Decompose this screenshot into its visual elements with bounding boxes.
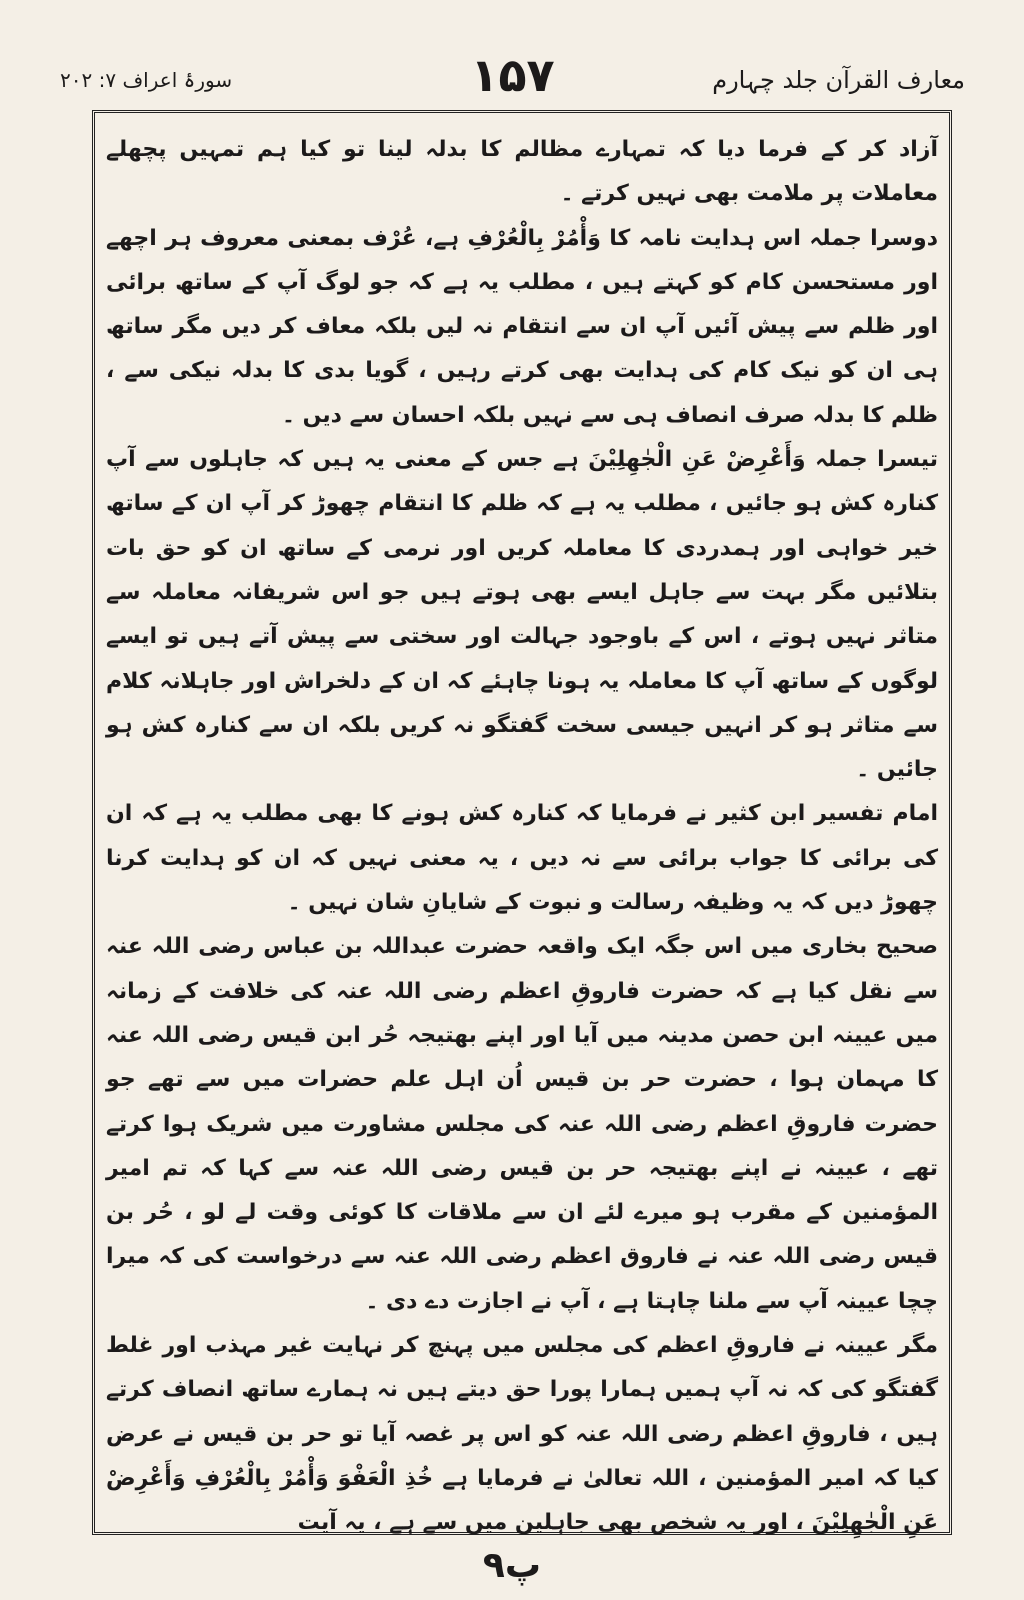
page-number: ۱۵۷ bbox=[470, 48, 555, 102]
paragraph-1: آزاد کر کے فرما دیا کہ تمہارے مظالم کا بدلہ لینا تو کیا ہم تمہیں پچھلے معاملات پر ملامت بھی نہیں کرتے ۔ bbox=[106, 137, 938, 207]
surah-reference: سورۂ اعراف ۷: ۲۰۲ bbox=[60, 68, 233, 92]
paragraph-2: دوسرا جملہ اس ہدایت نامہ کا وَأْمُرْ بِالْعُرْفِ ہے، عُرْف بمعنی معروف ہر اچھے اور مستحسن کام کو کہتے ہیں ، مطلب یہ ہے کہ جو لوگ آپ کے ساتھ برائی اور ظلم سے پیش آئیں آپ ان سے انتقام نہ لیں بلکہ معاف کر دیں مگر ساتھ ہی ان کو نیک کام کی ہدایت بھی کرتے رہیں ، گویا بدی کا بدلہ نیکی سے ، ظلم کا بدلہ صرف انصاف ہی سے نہیں بلکہ احسان سے دیں ۔ bbox=[106, 225, 938, 428]
paragraph-4: امام تفسیر ابن کثیر نے فرمایا کہ کنارہ کش ہونے کا بھی مطلب یہ ہے کہ ان کی برائی کا جواب برائی سے نہ دیں ، یہ معنی نہیں کہ ان کو ہدایت کرنا چھوڑ دیں کہ یہ وظیفہ رسالت و نبوت کے شایانِ شان نہیں ۔ bbox=[106, 801, 938, 916]
paragraph-6: مگر عیینہ نے فاروقِ اعظم کی مجلس میں پہنچ کر نہایت غیر مہذب اور غلط گفتگو کی کہ نہ آپ ہمیں ہمارا پورا حق دیتے ہیں نہ ہمارے ساتھ انصاف کرتے ہیں ، فاروقِ اعظم رضی اللہ عنہ کو اس پر غصہ آیا تو حر بن قیس نے عرض کیا کہ امیر المؤمنین ، اللہ تعالیٰ نے فرمایا ہے خُذِ الْعَفْوَ وَأْمُرْ بِالْعُرْفِ وَأَعْرِضْ عَنِ الْجٰهِلِيْنَ ، اور یہ شخص بھی جاہلین میں سے ہے ، یہ آیت bbox=[106, 1333, 938, 1536]
book-title: معارف القرآن جلد چہارم bbox=[712, 66, 965, 94]
main-text bbox=[106, 128, 938, 1546]
paragraph-5: صحیح بخاری میں اس جگہ ایک واقعہ حضرت عبداللہ بن عباس رضی اللہ عنہ سے نقل کیا ہے کہ حضرت فاروقِ اعظم رضی اللہ عنہ کی خلافت کے زمانہ میں عیینہ ابن حصن مدینہ میں آیا اور اپنے بھتیجہ حُر ابن قیس رضی اللہ عنہ کا مہمان ہوا ، حضرت حر بن قیس اُن اہل علم حضرات میں سے تھے جو حضرت فاروقِ اعظم رضی اللہ عنہ کی مجلس مشاورت میں شریک ہوا کرتے تھے ، عیینہ نے اپنے بھتیجہ حر بن قیس رضی اللہ عنہ سے کہا کہ تم امیر المؤمنین کے مقرب ہو میرے لئے ان سے ملاقات کا کوئی وقت لے لو ، حُر بن قیس رضی اللہ عنہ نے فاروق اعظم رضی اللہ عنہ سے درخواست کی کہ میرا چچا عیینہ آپ سے ملنا چاہتا ہے ، آپ نے اجازت دے دی ۔ bbox=[106, 934, 938, 1314]
page-header bbox=[60, 40, 965, 110]
paragraph-3: تیسرا جملہ وَأَعْرِضْ عَنِ الْجٰهِلِيْنَ ہے جس کے معنی یہ ہیں کہ جاہلوں سے آپ کنارہ کش ہو جائیں ، مطلب یہ ہے کہ ظلم کا انتقام چھوڑ کر آپ ان کے ساتھ خیر خواہی اور ہمدردی کا معاملہ کریں اور نرمی کے ساتھ ان کو حق بات بتلائیں مگر بہت سے جاہل ایسے بھی ہوتے ہیں جو اس شریفانہ معاملہ سے متاثر نہیں ہوتے ، اس کے باوجود جہالت اور سختی سے پیش آتے ہیں تو ایسے لوگوں کے ساتھ آپ کا معاملہ یہ ہونا چاہئے کہ ان کے دلخراش اور جاہلانہ کلام سے متاثر ہو کر انہیں جیسی سخت گفتگو نہ کریں بلکہ ان سے کنارہ کش ہو جائیں ۔ bbox=[106, 447, 938, 783]
juz-marker: ۹پ bbox=[482, 1545, 542, 1586]
